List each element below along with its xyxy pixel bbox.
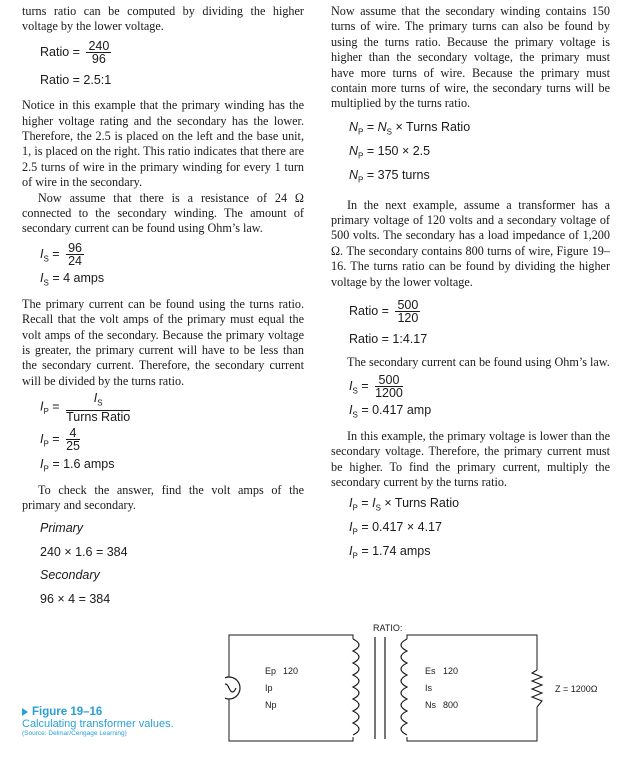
ip-equation-2: $I_P$ = $\frac{4}{25}$ [40, 425, 80, 453]
np-equation-2: $N_P = 150 \times 2.5$ [349, 143, 431, 161]
ns-label: Ns [425, 700, 436, 710]
np-equation-3: $N_P = 375$ turns [349, 167, 430, 185]
figure-source: (Source: Delmar/Cengage Learning) [22, 730, 127, 737]
np-equation-1: $N_P = N_S$ × Turns Ratio [349, 119, 471, 137]
is-equation-2: $I_S$ = $\frac{500}{1200}$ [349, 372, 403, 400]
es-value: 120 [443, 666, 459, 676]
ratio-label: RATIO: [373, 623, 403, 633]
primary-label: Primary [40, 521, 84, 536]
paragraph-primary-current: The primary current can be found using the turns ratio. Recall that the volt amps of the primary must equal the volt amps of the secondary. Because the primary voltage is greater, the primary current will have to be less than the secondary current. Therefore, the secondary current will be divided by the turns ratio. [22, 296, 304, 388]
right-column [331, 4, 610, 564]
is-equation: $I_S$ = $\frac{96}{24}$ [40, 240, 82, 268]
ep-label: Ep [265, 666, 277, 676]
paragraph-next-example: In the next example, assume a transformer has a primary voltage of 120 volts and a secondary voltage of 500 volts. The secondary has a load impedance of 1,200 Ω. The secondary contains 800 turns of wire, Figure 19–16. The turns ratio can be found by dividing the higher voltage by the lower voltage. [331, 197, 610, 289]
ratio-fraction-2: $\frac{500}{120}$ [397, 298, 419, 325]
transformer-diagram [225, 621, 625, 745]
es-label: Es [425, 666, 436, 676]
ratio-fraction: $\frac{240}{96}$ [88, 38, 110, 66]
left-column [22, 4, 304, 607]
paragraph-intro: turns ratio can be computed by dividing the higher voltage by the lower voltage. [22, 4, 304, 34]
paragraph-secondary-current: The secondary current can be found using Ohm’s law. [347, 355, 610, 370]
ip-label: Ip [265, 683, 273, 693]
ratio-equation: Ratio = $\frac{240}{96}$ [40, 38, 110, 66]
figure-title: Figure 19–16 [32, 706, 103, 718]
paragraph-check: To check the answer, find the volt amps of the primary and secondary. [22, 482, 304, 513]
caption-arrow-icon [22, 708, 28, 716]
is-result: $I_S = 4$ amps [40, 270, 105, 288]
figure-caption [22, 706, 212, 737]
ip-result: $I_P = 1.6$ amps [40, 456, 115, 474]
z-label: Z = 1200Ω [555, 684, 598, 694]
ns-value: 800 [443, 700, 459, 710]
is-fraction: $\frac{96}{24}$ [68, 240, 82, 268]
ep-value: 120 [283, 666, 299, 676]
secondary-calc: 96 × 4 = 384 [40, 591, 111, 606]
ratio-result-2: Ratio = 1:4.17 [349, 332, 428, 346]
ip-equation-r3: $I_P = 1.74$ amps [349, 544, 431, 561]
paragraph-notice: Notice in this example that the primary winding has the higher voltage rating and the secondary has the lower. Therefore, the 2.5 is placed on the left and the base unit, 1, is placed on the right. This ratio indicates that there are 2.5 turns of wire in the primary winding for every 1 turn of wire in the secondary. [22, 98, 304, 190]
ip-fraction: $\frac{I_S}{\text{Turns Ratio}}$ [66, 391, 131, 424]
ip-equation-r1: $I_P = I_S$ × Turns Ratio [349, 496, 460, 513]
figure-description: Calculating transformer values. [22, 718, 174, 730]
ratio-equation-2: Ratio = $\frac{500}{120}$ [349, 298, 419, 325]
ratio-result: Ratio = 2.5:1 [40, 72, 112, 87]
ac-source-icon [225, 677, 240, 699]
ip-equation-r2: $I_P = 0.417 \times 4.17$ [349, 520, 442, 537]
paragraph-lower: In this example, the primary voltage is lower than the secondary voltage. Therefore, the primary current must be higher. To find the primary current, multiply the secondary current by the turns ratio. [331, 428, 610, 489]
ip-fraction-2: $\frac{4}{25}$ [66, 425, 80, 453]
paragraph-resistance: Now assume that there is a resistance of 24 Ω connected to the secondary winding. The amount of secondary current can be found using Ohm’s law. [22, 190, 304, 236]
secondary-label: Secondary [40, 568, 100, 583]
is-result-2: $I_S = 0.417$ amp [349, 402, 432, 420]
ip-equation: $I_P$ = $\frac{I_S}{\text{Turns Ratio}}$ [40, 391, 131, 424]
ratio-label: Ratio [40, 44, 70, 59]
paragraph-assume: Now assume that the secondary winding contains 150 turns of wire. The primary turns can also be found by using the turns ratio. Because the primary voltage is higher than the secondary voltage, the primary must have more turns of wire. Because the primary must contain more turns of wire, the secondary turns will be multiplied by the turns ratio. [331, 4, 610, 111]
is-fraction-2: $\frac{500}{1200}$ [375, 372, 403, 400]
np-label: Np [265, 700, 277, 710]
is-label: Is [425, 683, 433, 693]
primary-calc: 240 × 1.6 = 384 [40, 544, 128, 559]
